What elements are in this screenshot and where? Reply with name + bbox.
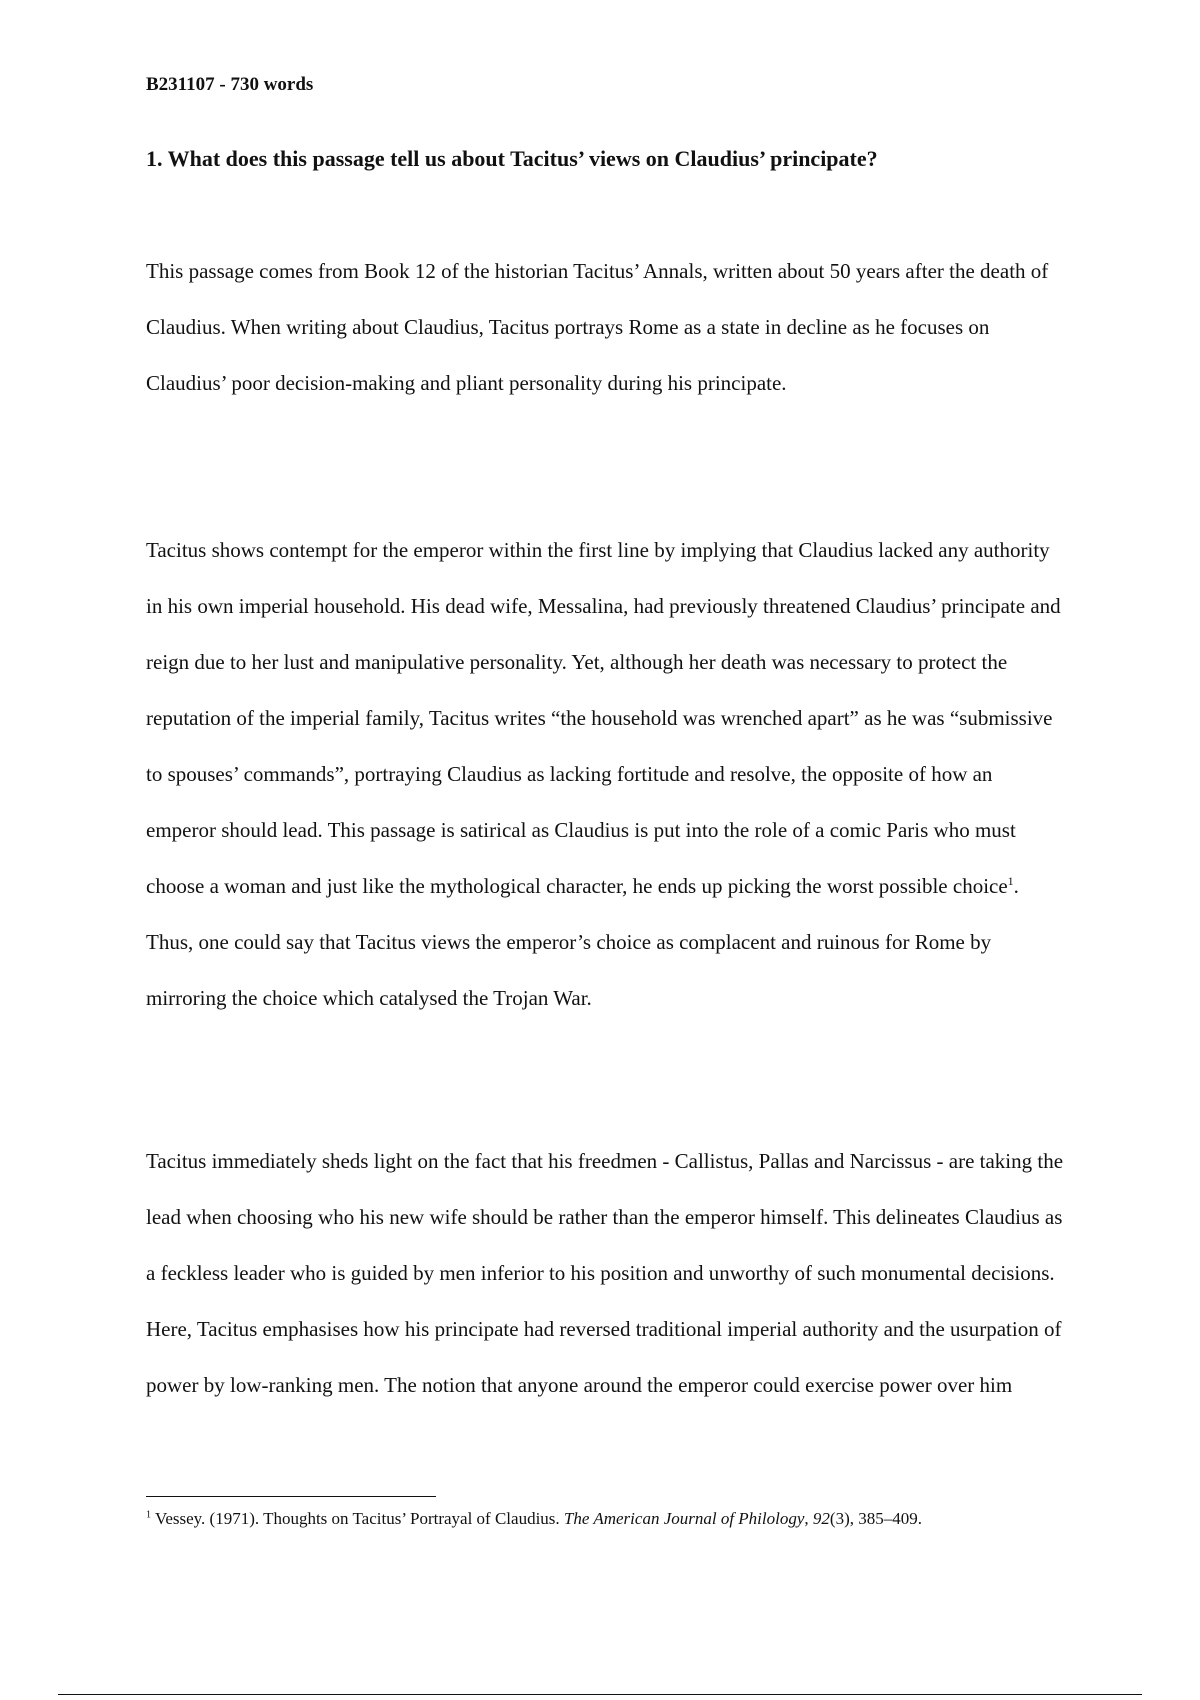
footnote-reference: 1	[1007, 874, 1014, 888]
footnote-issue-pages: (3), 385–409.	[829, 1509, 922, 1528]
footnote-citation: Vessey. (1971). Thoughts on Tacitus’ Portrayal of Claudius.	[151, 1509, 564, 1528]
footnote-separator-text: ,	[804, 1509, 813, 1528]
paragraph-household-text-continued: . Thus, one could say that Tacitus views the emperor’s choice as complacent and ruinous for Rome by mirroring the choice which catalysed the Trojan War.	[146, 874, 1019, 1010]
footnote-volume: 92	[812, 1509, 830, 1528]
candidate-word-count: B231107 - 730 words	[146, 74, 314, 95]
paragraph-freedmen: Tacitus immediately sheds light on the fact that his freedmen - Callistus, Pallas and Narcissus - are taking the lead when choosing who his new wife should be rather than the emperor himself. This delineates Claudius as a feckless leader who is guided by men inferior to his position and unworthy of such monumental decisions. Here, Tacitus emphasises how his principate had reversed traditional imperial authority and the usurpation of power by low-ranking men. The notion that anyone around the emperor could exercise power over him	[146, 1149, 1064, 1397]
paragraph-household-text: Tacitus shows contempt for the emperor within the first line by implying that Claudius lacked any authority in his own imperial household. His dead wife, Messalina, had previously threatened Claudius’ principate and reign due to her lust and manipulative personality. Yet, although her death was necessary to protect the reputation of the imperial family, Tacitus writes “the household was wrenched apart” as he was “submissive to spouses’ commands”, portraying Claudius as lacking fortitude and resolve, the opposite of how an emperor should lead. This passage is satirical as Claudius is put into the role of a comic Paris who must choose a woman and just like the mythological character, he ends up picking the worst possible choice	[146, 538, 1061, 898]
footnote	[146, 1508, 1026, 1530]
footnote-separator	[146, 1496, 436, 1497]
footnote-journal-title: The American Journal of Philology	[563, 1509, 805, 1528]
paragraph-intro: This passage comes from Book 12 of the historian Tacitus’ Annals, written about 50 years after the death of Claudius. When writing about Claudius, Tacitus portrays Rome as a state in decline as he focuses on Claudius’ poor decision-making and pliant personality during his principate.	[146, 259, 1049, 395]
question-heading: 1. What does this passage tell us about Tacitus’ views on Claudius’ principate?	[146, 146, 878, 171]
footnote-mark: 1	[146, 1509, 151, 1521]
paragraph-household	[146, 522, 1066, 1026]
page-bottom-border	[58, 1694, 1142, 1695]
